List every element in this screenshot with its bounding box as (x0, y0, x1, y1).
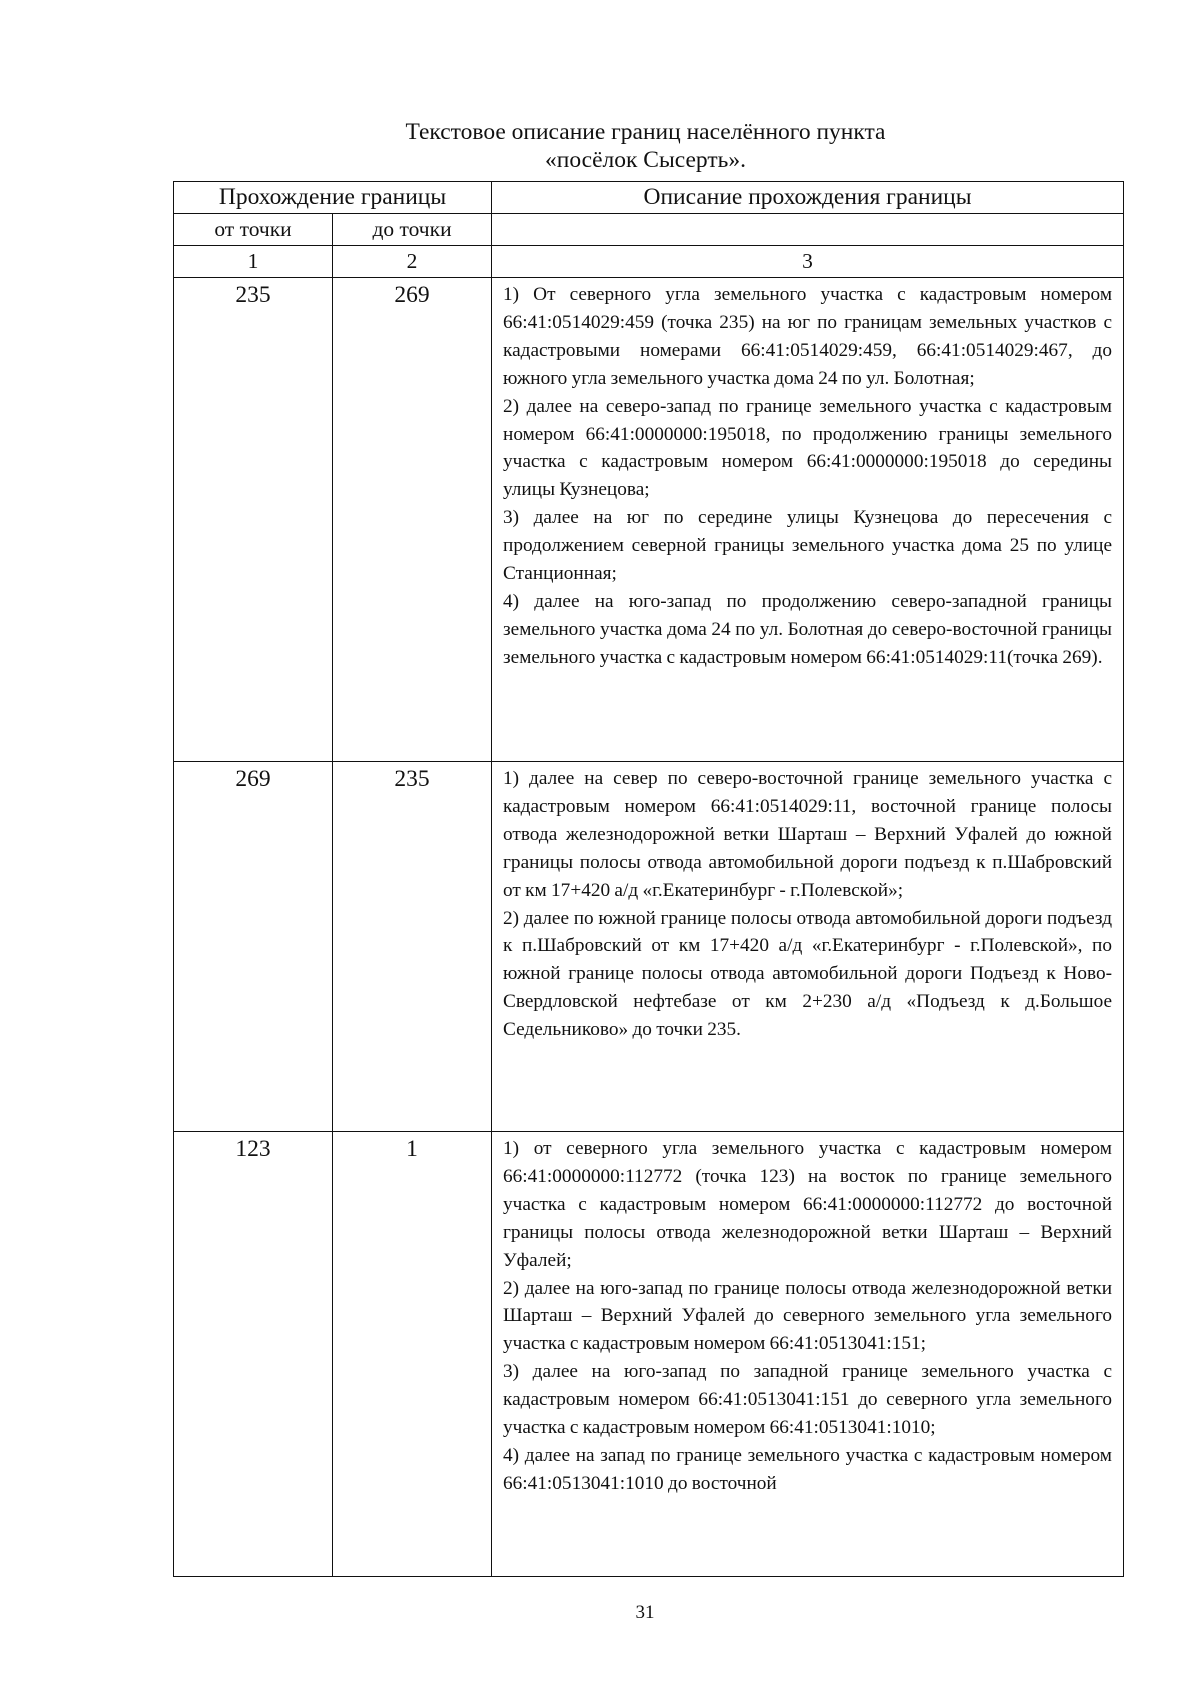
description-paragraph: 2) далее на северо-запад по границе земельного участка с кадастровым номером 66:41:0000000:195018, по продолжению границы земельного участка с кадастровым номером 66:41:0000000:195018 до середины улицы Кузнецова; (503, 395, 1113, 501)
boundary-description (492, 1132, 1124, 1577)
description-paragraph: 2) далее на юго-запад по границе полосы отвода железнодорожной ветки Шарташ – Верхний Уфалей до северного земельного угла земельного участка с кадастровым номером 66:41:0513041:151; (503, 1277, 1113, 1355)
description-header: Описание прохождения границы (492, 182, 1124, 214)
column-number-2: 2 (333, 246, 492, 278)
passage-header: Прохождение границы (174, 182, 492, 214)
page-number: 31 (635, 1602, 655, 1623)
description-paragraph: 1) далее на север по северо-восточной границе земельного участка с кадастровым номером 66:41:0514029:11, восточной границе полосы отвода железнодорожной ветки Шарташ – Верхний Уфалей до южной границы полосы отвода автомобильной дороги подъезд к п.Шабровский от км 17+420 а/д «г.Екатеринбург - г.Полевской»; (503, 768, 1113, 901)
subheader-row (174, 214, 1124, 246)
table-row (174, 1132, 1124, 1577)
to-point: 269 (333, 278, 492, 762)
boundary-description (492, 762, 1124, 1132)
description-paragraph: 1) От северного угла земельного участка с кадастровым номером 66:41:0514029:459 (точка 235) на юг по границам земельных участков с кадастровыми номерами 66:41:0514029:459, 66:41:0514029:467, до южного угла земельного участка дома 24 по ул. Болотная; (503, 284, 1113, 389)
boundary-table (173, 181, 1124, 1577)
title-line-2: «посёлок Сысерть». (545, 147, 746, 173)
table-row (174, 762, 1124, 1132)
page-title (173, 118, 1118, 174)
empty-header-cell (492, 214, 1124, 246)
title-line-1: Текстовое описание границ населённого пункта (405, 119, 886, 145)
to-point-header: до точки (333, 214, 492, 246)
to-point: 235 (333, 762, 492, 1132)
to-point: 1 (333, 1132, 492, 1577)
from-point-header: от точки (174, 214, 333, 246)
description-paragraph: 4) далее на юго-запад по продолжению северо-западной границы земельного участка дома 24 по ул. Болотная до северо-восточной границы земельного участка с кадастровым номером 66:41:0514029:11(точка 269). (503, 590, 1113, 668)
description-paragraph: 4) далее на запад по границе земельного участка с кадастровым номером 66:41:0513041:1010 до восточной (503, 1444, 1113, 1494)
from-point: 269 (174, 762, 333, 1132)
boundary-description (492, 278, 1124, 762)
description-paragraph: 2) далее по южной границе полосы отвода автомобильной дороги подъезд к п.Шабровский от км 17+420 а/д «г.Екатеринбург - г.Полевской», по южной границе полосы отвода автомобильной дороги Подъезд к Ново-Свердловской нефтебазе от км 2+230 а/д «Подъезд к д.Большое Седельниково» до точки 235. (503, 907, 1113, 1041)
description-paragraph: 3) далее на юг по середине улицы Кузнецова до пересечения с продолжением северной границы земельного участка дома 25 по улице Станционная; (503, 507, 1113, 585)
from-point: 123 (174, 1132, 333, 1577)
column-number-3: 3 (492, 246, 1124, 278)
description-paragraph: 1) от северного угла земельного участка с кадастровым номером 66:41:0000000:112772 (точка 123) на восток по границе земельного участка с кадастровым номером 66:41:0000000:112772 до восточной границы полосы отвода железнодорожной ветки Шарташ – Верхний Уфалей; (503, 1138, 1113, 1271)
description-paragraph: 3) далее на юго-запад по западной границе земельного участка с кадастровым номером 66:41:0513041:151 до северного угла земельного участка с кадастровым номером 66:41:0513041:1010; (503, 1361, 1113, 1439)
header-row (174, 182, 1124, 214)
from-point: 235 (174, 278, 333, 762)
table-row (174, 278, 1124, 762)
column-number-1: 1 (174, 246, 333, 278)
column-number-row (174, 246, 1124, 278)
